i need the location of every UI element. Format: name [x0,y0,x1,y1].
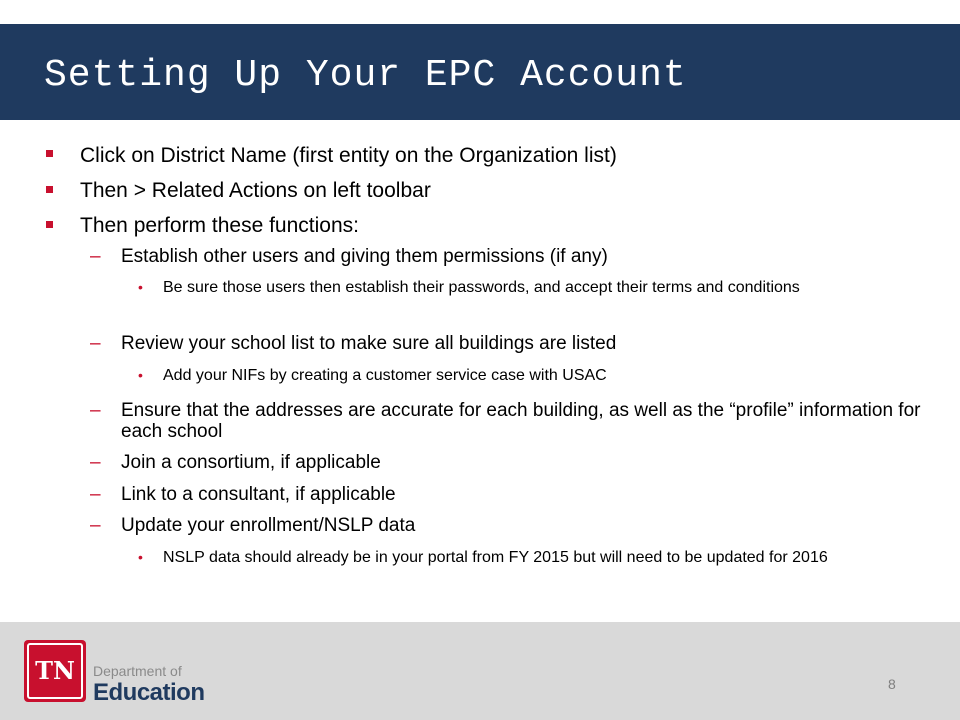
dot-bullet-icon: • [138,367,143,383]
logo-education-text: Education [93,679,205,706]
sub-sub-item: Be sure those users then establish their passwords, and accept their terms and conditions [163,279,800,296]
sub-item: Update your enrollment/NSLP data [121,515,416,536]
sub-item: Ensure that the addresses are accurate for each building, as well as the “profile” information for each school [121,400,921,442]
dash-marker: – [90,515,101,536]
sub-sub-item: NSLP data should already be in your portal from FY 2015 but will need to be updated for 2016 [163,549,828,566]
dash-marker: – [90,484,101,505]
square-bullet-icon [46,150,53,157]
dash-marker: – [90,400,101,421]
logo-department-text: Department of [93,663,182,679]
sub-item: Review your school list to make sure all buildings are listed [121,333,617,354]
dot-bullet-icon: • [138,279,143,295]
bullet-item: Then perform these functions: [80,214,359,237]
sub-item: Establish other users and giving them permissions (if any) [121,246,608,267]
dash-marker: – [90,452,101,473]
logo-mark: TN [35,656,75,685]
page-number: 8 [888,676,896,692]
sub-sub-item: Add your NIFs by creating a customer service case with USAC [163,367,607,384]
sub-item: Link to a consultant, if applicable [121,484,396,505]
bullet-item: Then > Related Actions on left toolbar [80,179,431,202]
square-bullet-icon [46,221,53,228]
dash-marker: – [90,333,101,354]
dot-bullet-icon: • [138,549,143,565]
bullet-item: Click on District Name (first entity on the Organization list) [80,144,617,167]
dash-marker: – [90,246,101,267]
tn-logo-icon [24,640,86,702]
slide-title: Setting Up Your EPC Account [44,54,687,97]
square-bullet-icon [46,186,53,193]
sub-item: Join a consortium, if applicable [121,452,381,473]
